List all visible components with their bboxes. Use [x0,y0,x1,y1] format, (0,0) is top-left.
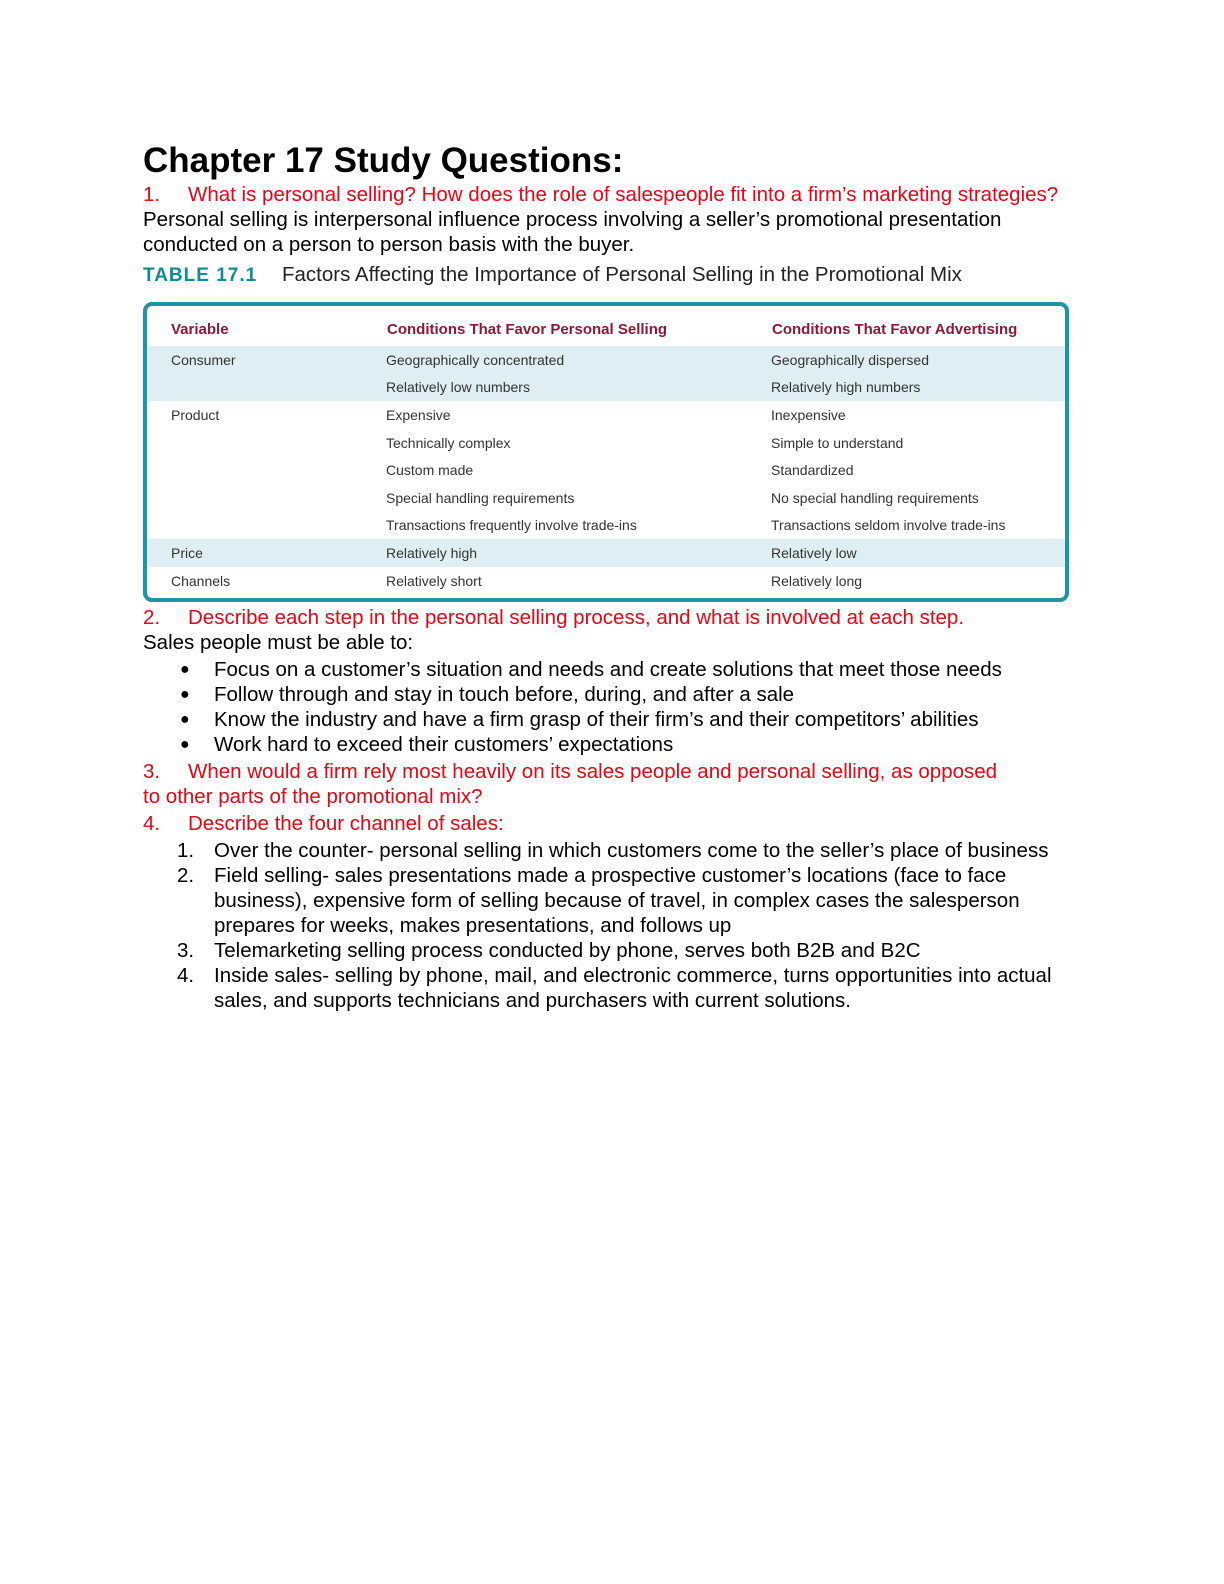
question-1-number: 1. [143,183,161,206]
question-4-number: 4. [143,812,161,836]
bullet-icon: ● [180,736,190,754]
question-3-number: 3. [143,760,161,784]
cell-advertising: Transactions seldom involve trade-ins [771,517,1006,534]
page-title: Chapter 17 Study Questions: [143,141,624,180]
cell-personal: Special handling requirements [386,489,575,506]
cell-variable [147,484,386,512]
header-personal-selling: Conditions That Favor Personal Selling [387,320,668,338]
table-row [147,539,1065,567]
factors-table [147,312,1065,594]
factors-table-box [143,302,1069,602]
list-item-text: Focus on a customer’s situation and needs and create solutions that meet those needs [214,658,1002,682]
cell-personal: Custom made [386,462,474,479]
cell-personal: Expensive [386,406,451,423]
question-4 [143,811,1073,836]
cell-advertising: Simple to understand [771,434,904,451]
cell-personal: Geographically concentrated [386,346,771,374]
question-1 [143,182,1073,257]
table-label: TABLE 17.1 [143,265,258,286]
cell-personal: Transactions frequently involve trade-ins [386,517,637,534]
cell-variable [147,456,386,484]
list-item [143,732,1073,757]
document-page [143,140,1073,1013]
bullet-icon: ● [180,661,190,679]
list-item-text: Field selling- sales presentations made a prospective customer’s locations (face to face business), expensive form of selling because of travel, in complex cases the salesperson prepares for weeks, makes presentations, and follows up [214,864,1020,938]
table-title [143,262,1073,288]
cell-advertising: Relatively high numbers [771,374,1065,402]
table-row [147,401,1065,429]
table-row [147,567,1065,595]
cell-variable: Channels [171,572,231,589]
cell-personal: Relatively short [386,572,482,589]
bullet-icon: ● [180,711,190,729]
list-item [143,838,1073,863]
list-item [143,682,1073,707]
bullet-icon: ● [180,686,190,704]
list-item [143,863,1073,938]
header-advertising: Conditions That Favor Advertising [772,320,1018,338]
list-item [143,657,1073,682]
list-item-number: 4. [177,964,195,988]
answer-1: Personal selling is interpersonal influence process involving a seller’s promotional presentation conducted on a person to person basis with the buyer. [143,208,1002,256]
list-item [143,938,1073,963]
cell-variable: Product [171,406,220,423]
cell-advertising: Relatively long [771,572,863,589]
question-4-text: Describe the four channel of sales: [188,812,504,836]
list-item-text: Know the industry and have a firm grasp of their firm’s and their competitors’ abilities [214,708,979,732]
list-item-text: Over the counter- personal selling in which customers come to the seller’s place of business [214,839,1049,863]
list-item-number: 2. [177,864,195,888]
table-row [147,484,1065,512]
table-row [147,374,1065,402]
cell-advertising: Standardized [771,462,854,479]
sales-channels-list [143,838,1073,1013]
list-item-text: Follow through and stay in touch before, during, and after a sale [214,683,795,707]
list-item-text: Inside sales- selling by phone, mail, and electronic commerce, turns opportunities into actual sales, and supports technicians and purchasers with current solutions. [214,964,1052,1013]
question-2-intro: Sales people must be able to: [143,631,414,655]
cell-advertising: Geographically dispersed [771,346,1065,374]
cell-advertising: Inexpensive [771,406,846,423]
question-1-line-b: strategies? [957,183,1059,206]
header-variable: Variable [171,320,229,338]
list-item [143,963,1073,1013]
table-row [147,429,1065,457]
table-row [147,346,1065,374]
question-1-line-a: What is personal selling? How does the role of salespeople fit into a firm’s marketing [188,183,953,206]
list-item-number: 3. [177,939,195,963]
cell-personal: Relatively low numbers [386,374,771,402]
cell-advertising: Relatively low [771,539,1065,567]
cell-advertising: No special handling requirements [771,489,979,506]
cell-variable: Price [147,539,386,567]
cell-variable [147,512,386,540]
cell-personal: Technically complex [386,434,511,451]
list-item-text: Work hard to exceed their customers’ expectations [214,733,674,757]
table-caption: Factors Affecting the Importance of Personal Selling in the Promotional Mix [282,263,962,286]
cell-variable [147,429,386,457]
cell-variable: Consumer [147,346,386,374]
list-item-text: Telemarketing selling process conducted by phone, serves both B2B and B2C [214,939,921,963]
cell-variable [147,374,386,402]
question-1-text [143,183,1058,206]
table-row [147,512,1065,540]
table-row [147,456,1065,484]
list-item-number: 1. [177,839,195,863]
sales-skills-list [143,657,1073,757]
list-item [143,707,1073,732]
question-2 [143,605,1073,630]
question-3-line-b: to other parts of the promotional mix? [143,785,483,809]
question-2-text: Describe each step in the personal selling process, and what is involved at each step. [188,606,965,630]
question-3-line-a: When would a firm rely most heavily on its sales people and personal selling, as opposed [188,760,998,784]
cell-personal: Relatively high [386,539,771,567]
question-3 [143,759,1073,809]
table-header-row [147,312,1065,346]
question-2-number: 2. [143,606,161,630]
